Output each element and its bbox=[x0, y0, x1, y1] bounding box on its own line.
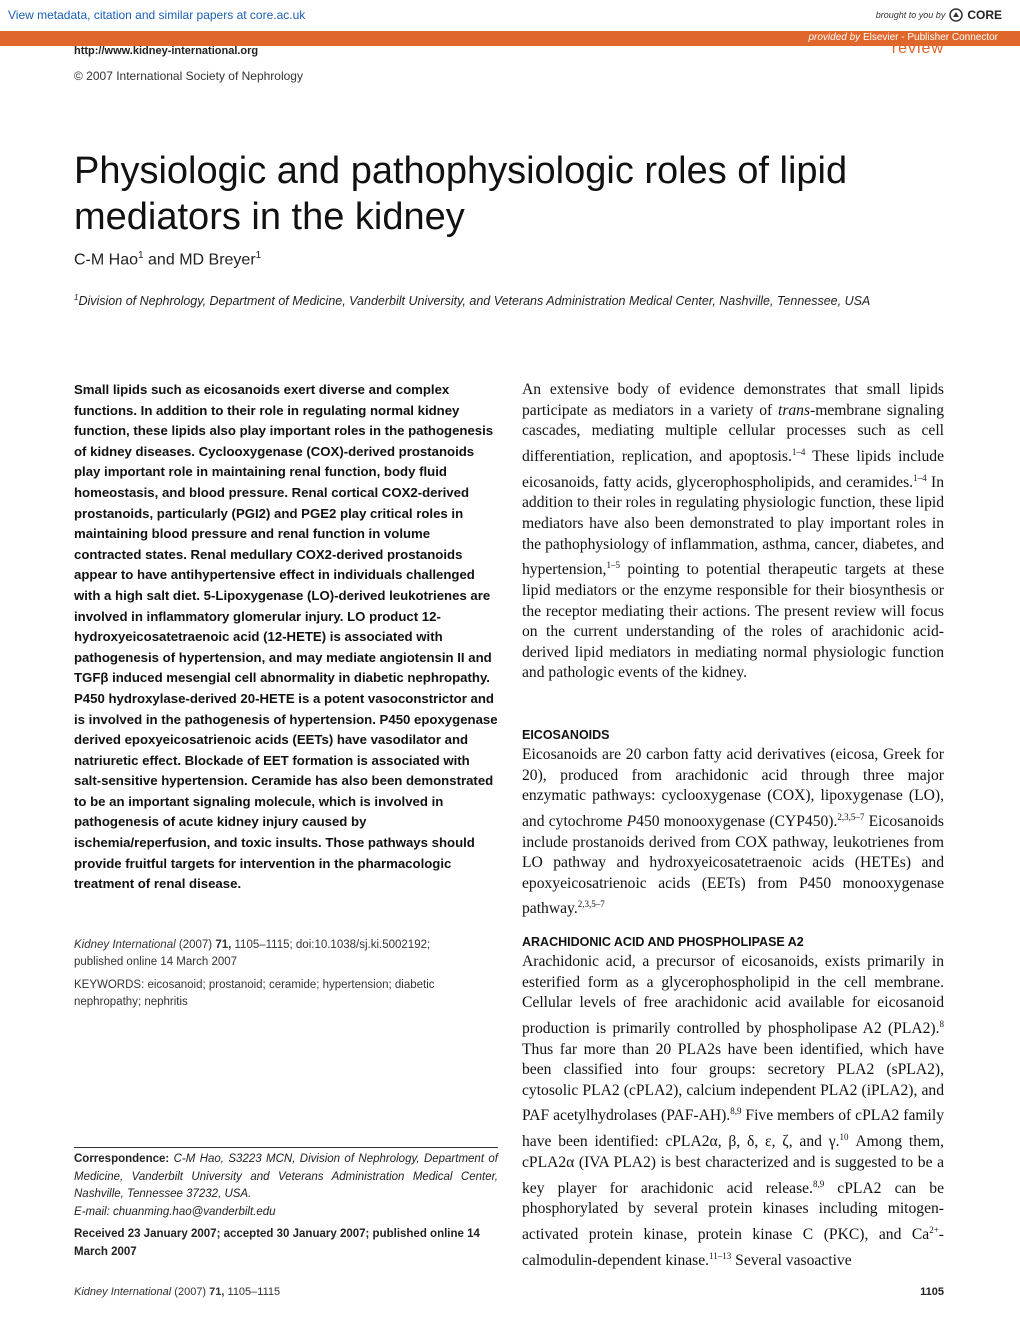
core-banner bbox=[0, 0, 1020, 32]
citation-published: published online 14 March 2007 bbox=[74, 956, 238, 968]
provider-bar bbox=[0, 31, 1020, 46]
affiliation-text: Division of Nephrology, Department of Medicine, Vanderbilt University, and Veterans Administration Medical Center, Nashville, Tennessee, USA bbox=[78, 294, 871, 309]
text-run: cPLA2 can be phosphorylated by several protein kinases including mitogen-activated protein kinase, protein kinase C (PKC), and Ca bbox=[522, 1179, 945, 1244]
text-run: Thus far more than 20 PLA2s have been identified, which have been classified into four groups: secretory PLA2 (sPLA2), cytosolic PLA2 (cPLA2), calcium independent PLA2 (iPLA2), and PAF acetylhydrolases (PAF-AH). bbox=[522, 1040, 944, 1125]
abstract: Small lipids such as eicosanoids exert diverse and complex functions. In addition to their role in regulating normal kidney function, these lipids also play important roles in the pathogenesis of kidney diseases. Cyclooxygenase (COX)-derived prostanoids play important role in maintaining renal function, body fluid homeostasis, and blood pressure. Renal cortical COX2-derived prostanoids, particularly (PGI2) and PGE2 play critical roles in maintaining blood pressure and renal function in volume contracted states. Renal medullary COX2-derived prostanoids appear to have antihypertensive effect in individuals challenged with a high salt diet. 5-Lipoxygenase (LO)-derived leukotrienes are involved in inflammatory glomerular injury. LO product 12-hydroxyeicosatetraenoic acid (12-HETE) is associated with pathogenesis of hypertension, and may mediate angiotensin II and TGFβ induced mesengial cell abnormality in diabetic nephropathy. P450 hydroxylase-derived 20-HETE is a potent vasoconstrictor and is involved in the pathogenesis of hypertension. P450 epoxygenase derived epoxyeicosatrienoic acids (EETs) have vasodilator and natriuretic effect. Blockade of EET formation is associated with salt-sensitive hypertension. Ceramide has also been demonstrated to be an important signaling molecule, which is involved in pathogenesis of acute kidney injury caused by ischemia/reperfusion, and toxic insults. Those pathways should provide fruitful targets for intervention in the pharmacologic treatment of renal disease. bbox=[74, 382, 498, 892]
eicosanoids-paragraph bbox=[522, 745, 944, 920]
page-number: 1105 bbox=[920, 1286, 944, 1298]
text-run: Five members of cPLA2 family have been identified: cPLA2α, β, δ, ε, ζ, and γ. bbox=[522, 1107, 944, 1151]
text-run: pointing to potential therapeutic targets at these lipid mediators or the enzyme responsible for their biosynthesis or the receptor mediating their actions. The present review will focus on the current understanding of the roles of arachidonic acid-derived lipid mediators in mediating normal physiologic function and pathologic events of the kidney. bbox=[522, 561, 944, 682]
superscript-charge: 2+ bbox=[929, 1224, 939, 1235]
provided-by-prefix: provided by bbox=[808, 32, 861, 43]
core-brand-name: CORE bbox=[967, 8, 1002, 22]
text-run: These lipids include eicosanoids, fatty acids, glycerophospholipids, and ceramides. bbox=[522, 447, 944, 491]
author-name: C-M Hao bbox=[74, 251, 139, 269]
correspondence-divider bbox=[74, 1147, 498, 1148]
author-separator: and bbox=[148, 251, 175, 269]
reference-sup[interactable]: 2,3,5–7 bbox=[577, 899, 605, 910]
section-heading-arachidonic: ARACHIDONIC ACID AND PHOSPHOLIPASE A2 bbox=[522, 935, 804, 949]
correspondence-label: Correspondence: bbox=[74, 1153, 170, 1165]
footer-year: (2007) bbox=[174, 1286, 207, 1298]
correspondence-text: C-M Hao, S3223 MCN, Division of Nephrology, Department of Medicine, Vanderbilt University and Veterans Administration Medical Center, Nashville, Tennessee 37232, USA. bbox=[74, 1153, 498, 1200]
correspondence-email[interactable]: E-mail: chuanming.hao@vanderbilt.edu bbox=[74, 1205, 276, 1218]
text-run: Eicosanoids are 20 carbon fatty acid derivatives (eicosa, Greek for 20), produced from arachidonic acid through three major enzymatic pathways: cyclooxygenase (COX), lipoxygenase (LO), and cytochrome bbox=[522, 746, 944, 830]
text-run: 450 monooxygenase (CYP450). bbox=[636, 812, 838, 830]
reference-sup[interactable]: 8 bbox=[939, 1018, 944, 1029]
reference-sup[interactable]: 1–4 bbox=[791, 446, 806, 457]
core-brand[interactable] bbox=[876, 8, 1002, 22]
section-tag: review bbox=[891, 40, 944, 57]
reference-sup[interactable]: 1–4 bbox=[913, 472, 927, 483]
text-run: Arachidonic acid, a precursor of eicosanoids, exists primarily in esterified form as a glycerophospholipid in the cell membrane. Cellular levels of free arachidonic acid available for eicosanoid production is primarily controlled by phospholipase A2 (PLA2). bbox=[522, 953, 944, 1037]
brought-by-label: brought to you by bbox=[875, 10, 946, 20]
intro-paragraph bbox=[522, 380, 944, 684]
received-dates: Received 23 January 2007; accepted 30 January 2007; published online 14 March 2007 bbox=[74, 1228, 480, 1258]
citation bbox=[74, 937, 498, 971]
author-sup: 1 bbox=[138, 250, 144, 261]
text-run: Several vasoactive bbox=[731, 1251, 852, 1269]
author-sup: 1 bbox=[255, 250, 262, 261]
affiliation-sup: 1 bbox=[74, 293, 79, 302]
metadata-link[interactable]: View metadata, citation and similar papers at core.ac.uk bbox=[8, 8, 306, 22]
footer-volume: 71, bbox=[209, 1286, 225, 1298]
text-run: Eicosanoids include prostanoids derived from COX pathway, leukotrienes from LO pathway and hydroxyeicosatetraenoic acids (HETEs) and epoxyeicosatrienoic acids (EETs) from P450 monooxygenase pathway. bbox=[522, 812, 944, 918]
affiliation bbox=[74, 288, 944, 311]
citation-journal: Kidney International bbox=[74, 939, 176, 951]
copyright: © 2007 International Society of Nephrology bbox=[74, 69, 303, 83]
footer-journal-name: Kidney International bbox=[74, 1286, 172, 1298]
text-run: Among them, cPLA2α (IVA PLA2) is best characterized and is suggested to be a key player for arachidonic acid release. bbox=[522, 1133, 944, 1197]
citation-year: (2007) bbox=[178, 939, 213, 951]
arachidonic-paragraph bbox=[522, 952, 944, 1271]
section-heading-eicosanoids: EICOSANOIDS bbox=[522, 728, 610, 742]
reference-sup[interactable]: 11–13 bbox=[709, 1250, 732, 1261]
core-logo-icon bbox=[949, 8, 963, 22]
text-run-italic: trans bbox=[777, 401, 811, 419]
keywords: KEYWORDS: eicosanoid; prostanoid; ceramide; hypertension; diabetic nephropathy; nephritis bbox=[74, 979, 435, 1008]
author-name: MD Breyer bbox=[179, 251, 256, 269]
reference-sup[interactable]: 1–5 bbox=[606, 560, 620, 571]
citation-volume: 71, bbox=[215, 939, 232, 951]
reference-sup[interactable]: 2,3,5–7 bbox=[837, 811, 865, 822]
text-run: -calmodulin-dependent kinase. bbox=[522, 1226, 944, 1269]
footer-citation bbox=[74, 1286, 280, 1298]
journal-url[interactable]: http://www.kidney-international.org bbox=[74, 45, 259, 57]
citation-pages[interactable]: 1105–1115; doi:10.1038/sj.ki.5002192; bbox=[234, 939, 431, 951]
authors bbox=[74, 250, 261, 269]
text-run: In addition to their roles in regulating physiologic function, these lipid mediators have also been demonstrated to play important roles in the pathophysiology of inflammation, asthma, cancer, diabetes, and hypertension, bbox=[522, 473, 944, 579]
provided-by-source: Elsevier - Publisher Connector bbox=[862, 32, 998, 43]
text-run: An extensive body of evidence demonstrates that small lipids participate as mediators in a variety of bbox=[522, 381, 944, 419]
reference-sup[interactable]: 8,9 bbox=[812, 1178, 825, 1189]
correspondence bbox=[74, 1151, 498, 1221]
text-run: -membrane signaling cascades, mediating multiple cellular processes such as cell differentiation, replication, and apoptosis. bbox=[522, 401, 945, 465]
reference-sup[interactable]: 8,9 bbox=[730, 1106, 742, 1117]
text-run-italic: P bbox=[626, 812, 637, 830]
footer-pages: 1105–1115 bbox=[227, 1286, 281, 1298]
article-title: Physiologic and pathophysiologic roles of lipid mediators in the kidney bbox=[74, 150, 848, 238]
reference-sup[interactable]: 10 bbox=[839, 1132, 849, 1143]
